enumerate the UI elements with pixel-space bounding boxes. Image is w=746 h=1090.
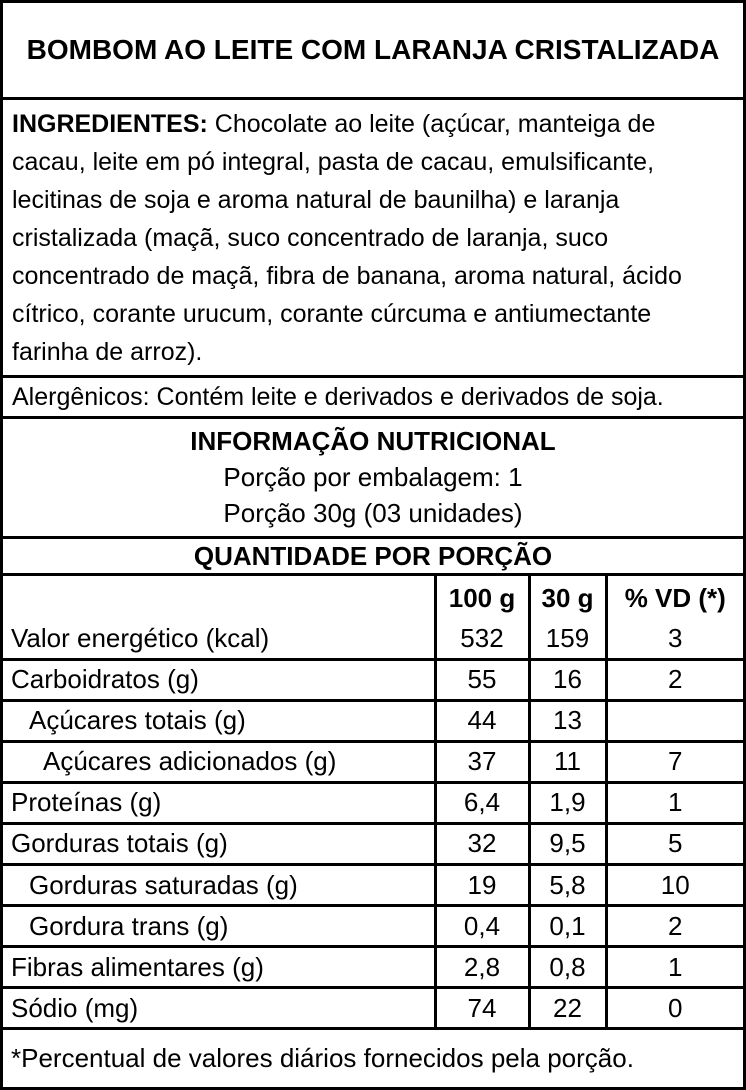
value-pct-vd: 0 (606, 988, 743, 1027)
nutrient-name: Açúcares adicionados (g) (3, 741, 435, 782)
quantity-header-section (3, 539, 743, 576)
value-per-30g: 0,1 (529, 906, 606, 947)
value-pct-vd: 7 (606, 741, 743, 782)
nutrient-name: Fibras alimentares (g) (3, 947, 435, 988)
nutrient-name: Gorduras totais (g) (3, 823, 435, 864)
serving-size: Porção 30g (03 unidades) (223, 498, 523, 528)
value-pct-vd: 3 (606, 620, 743, 659)
value-per-100g: 0,4 (435, 906, 529, 947)
allergens-section (3, 378, 743, 419)
value-per-30g: 1,9 (529, 782, 606, 823)
footnote-section (3, 1030, 743, 1087)
quantity-header: QUANTIDADE POR PORÇÃO (193, 540, 553, 571)
header-nutrient (3, 576, 435, 620)
nutrient-name: Açúcares totais (g) (3, 700, 435, 741)
value-per-30g: 11 (529, 741, 606, 782)
nutrition-table-section (3, 576, 743, 1030)
servings-per-package: Porção por embalagem: 1 (223, 462, 523, 492)
ingredients-section (3, 100, 743, 378)
table-row (3, 659, 743, 700)
value-per-30g: 22 (529, 988, 606, 1027)
table-row (3, 947, 743, 988)
product-title: BOMBOM AO LEITE COM LARANJA CRISTALIZADA (26, 34, 720, 65)
table-row (3, 864, 743, 905)
nutrition-info-header: INFORMAÇÃO NUTRICIONAL (190, 426, 556, 456)
value-per-100g: 19 (435, 864, 529, 905)
table-row (3, 620, 743, 659)
table-header-row (3, 576, 743, 620)
header-per-100g: 100 g (435, 576, 529, 620)
value-per-100g: 74 (435, 988, 529, 1027)
table-row (3, 782, 743, 823)
value-per-100g: 55 (435, 659, 529, 700)
value-pct-vd: 1 (606, 782, 743, 823)
nutrient-name: Carboidratos (g) (3, 659, 435, 700)
value-pct-vd: 5 (606, 823, 743, 864)
ingredients-label: INGREDIENTES: (12, 110, 208, 138)
value-per-30g: 13 (529, 700, 606, 741)
header-per-30g: 30 g (529, 576, 606, 620)
nutrient-name: Gordura trans (g) (3, 906, 435, 947)
value-per-100g: 532 (435, 620, 529, 659)
nutrient-name: Proteínas (g) (3, 782, 435, 823)
value-per-30g: 16 (529, 659, 606, 700)
value-pct-vd (606, 700, 743, 741)
header-pct-vd: % VD (*) (606, 576, 743, 620)
value-pct-vd: 10 (606, 864, 743, 905)
ingredients-text: Chocolate ao leite (açúcar, manteiga de cacau, leite em pó integral, pasta de cacau, emulsificante, lecitinas de soja e aroma natural de baunilha) e laranja cristalizada (maçã, suco concentrado de laranja, suco concentrado de maçã, fibra de banana, aroma natural, ácido cítrico, corante urucum, corante cúrcuma e antiumectante farinha de arroz). (12, 110, 682, 366)
value-per-30g: 5,8 (529, 864, 606, 905)
value-pct-vd: 2 (606, 659, 743, 700)
value-per-100g: 2,8 (435, 947, 529, 988)
nutrient-name: Sódio (mg) (3, 988, 435, 1027)
value-per-100g: 37 (435, 741, 529, 782)
allergens-text: Alergênicos: Contém leite e derivados e derivados de soja. (12, 382, 664, 411)
nutrition-info-section (3, 419, 743, 539)
table-row (3, 700, 743, 741)
product-title-section (3, 3, 743, 100)
value-pct-vd: 1 (606, 947, 743, 988)
value-per-100g: 6,4 (435, 782, 529, 823)
table-row (3, 823, 743, 864)
nutrient-name: Valor energético (kcal) (3, 620, 435, 659)
value-per-30g: 0,8 (529, 947, 606, 988)
table-row (3, 906, 743, 947)
table-row (3, 988, 743, 1027)
value-pct-vd: 2 (606, 906, 743, 947)
value-per-100g: 32 (435, 823, 529, 864)
value-per-30g: 159 (529, 620, 606, 659)
nutrient-name: Gorduras saturadas (g) (3, 864, 435, 905)
value-per-100g: 44 (435, 700, 529, 741)
nutrition-table (3, 576, 743, 1027)
table-row (3, 741, 743, 782)
value-per-30g: 9,5 (529, 823, 606, 864)
footnote-text: *Percentual de valores diários fornecidos pela porção. (11, 1043, 634, 1073)
